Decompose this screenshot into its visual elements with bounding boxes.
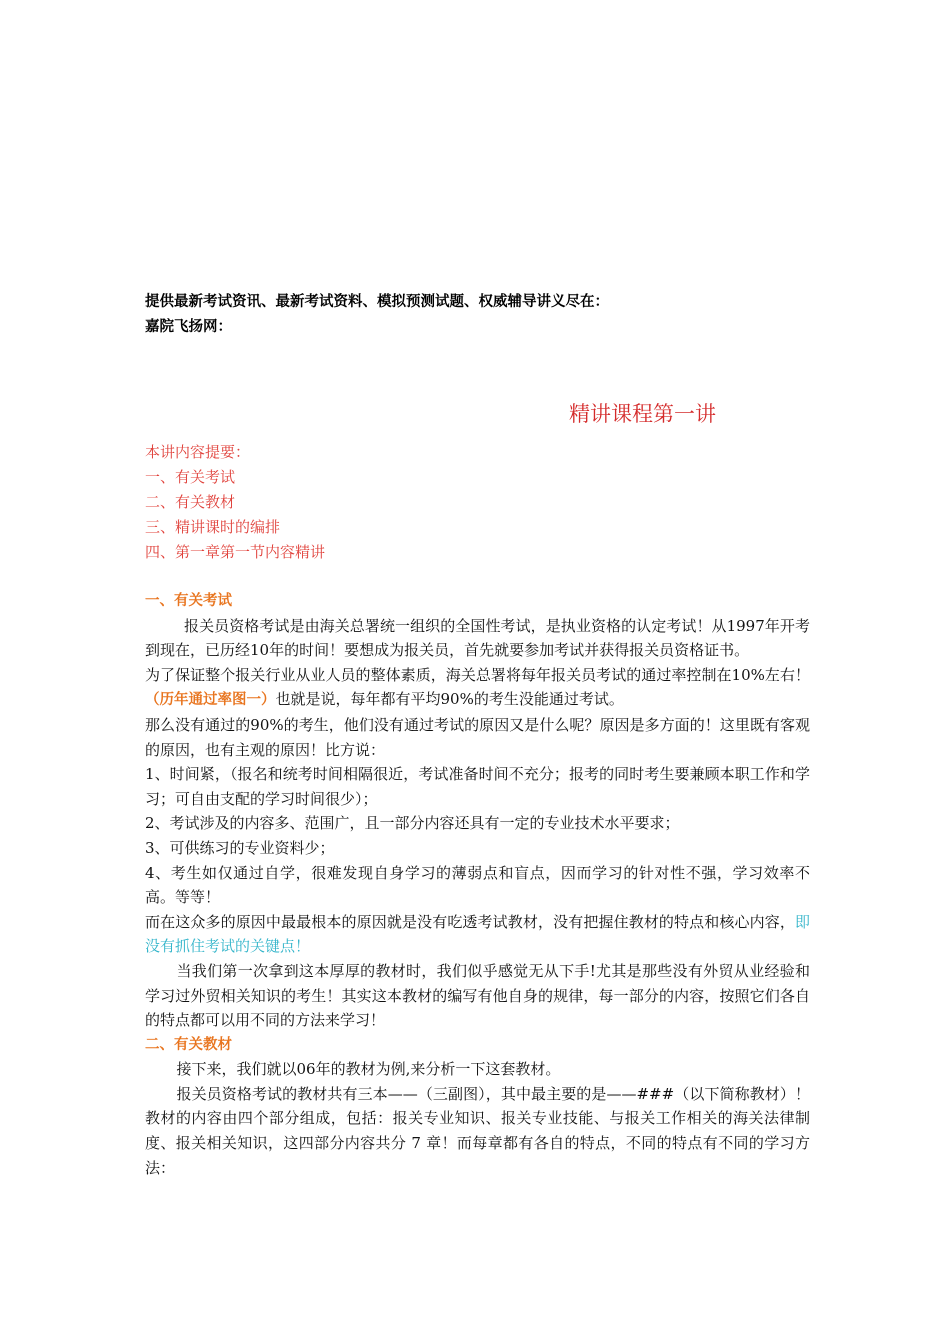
lecture-title: 精讲课程第一讲 [569,402,716,426]
header-site-name: 嘉院飞扬网： [145,319,232,335]
paragraph: 接下来，我们就以06年的教材为例,来分析一下这套教材。 [176,1060,561,1079]
site-header [145,290,810,340]
outline-heading: 本讲内容提要： [145,443,251,461]
paragraph: 报关员资格考试的教材共有三本——（三副图），其中最主要的是——###（以下简称教材）！教材的内容由四个部分组成，包括：报关专业知识、报关专业技能、与报关工作相关的海关法律制度、报关相关知识，这四部分内容共分 7 章！而每章都有各自的特点，不同的特点有不同的学习方法： [145,1084,810,1177]
lecture-outline [145,440,325,565]
paragraph [145,910,810,959]
paragraph-text: 而在这众多的原因中最最根本的原因就是没有吃透考试教材，没有把握住教材的特点和核心内容， [145,912,795,931]
list-item: 3、可供练习的专业资料少； [145,838,335,857]
paragraph-text: 为了保证整个报关行业从业人员的整体素质，海关总署将每年报关员考试的通过率控制在10%左右！ [145,665,810,684]
outline-item: 一、有关考试 [145,468,236,486]
key-point-text: 即没有抓住考试的关键点！ [145,912,810,956]
header-line: 提供最新考试资讯、最新考试资料、模拟预测试题、权威辅导讲义尽在： [145,294,609,310]
lecture-body [145,589,810,1180]
paragraph-text: 也就是说，每年都有平均90%的考生没能通过考试。 [275,690,624,709]
list-item: 2、考试涉及的内容多、范围广，且一部分内容还具有一定的专业技术水平要求； [145,814,680,833]
paragraph: 报关员资格考试是由海关总署统一组织的全国性考试，是执业资格的认定考试！从1997年开考到现在，已历经10年的时间！要想成为报关员，首先就要参加考试并获得报关员资格证书。 [145,616,810,660]
paragraph [145,663,810,713]
list-item: 1、时间紧，（报名和统考时间相隔很近，考试准备时间不充分；报考的同时考生要兼顾本职工作和学习；可自由支配的学习时间很少）； [145,765,810,808]
section-heading: 一、有关考试 [145,593,232,609]
list-item: 4、考生如仅通过自学，很难发现自身学习的薄弱点和盲点，因而学习的针对性不强，学习效率不高。等等！ [145,863,810,907]
paragraph: 那么没有通过的90%的考生，他们没有通过考试的原因又是什么呢？原因是多方面的！这里既有客观的原因，也有主观的原因！比方说： [145,715,810,759]
figure-reference: （历年通过率图一） [145,692,276,709]
outline-item: 三、精讲课时的编排 [145,518,281,536]
paragraph: 当我们第一次拿到这本厚厚的教材时，我们似乎感觉无从下手!尤其是那些没有外贸从业经验和学习过外贸相关知识的考生！其实这本教材的编写有他自身的规律，每一部分的内容，按照它们各自的特点都可以用不同的方法来学习！ [145,961,810,1030]
section-heading: 二、有关教材 [145,1036,232,1053]
outline-item: 二、有关教材 [145,493,236,511]
outline-item: 四、第一章第一节内容精讲 [145,543,326,561]
